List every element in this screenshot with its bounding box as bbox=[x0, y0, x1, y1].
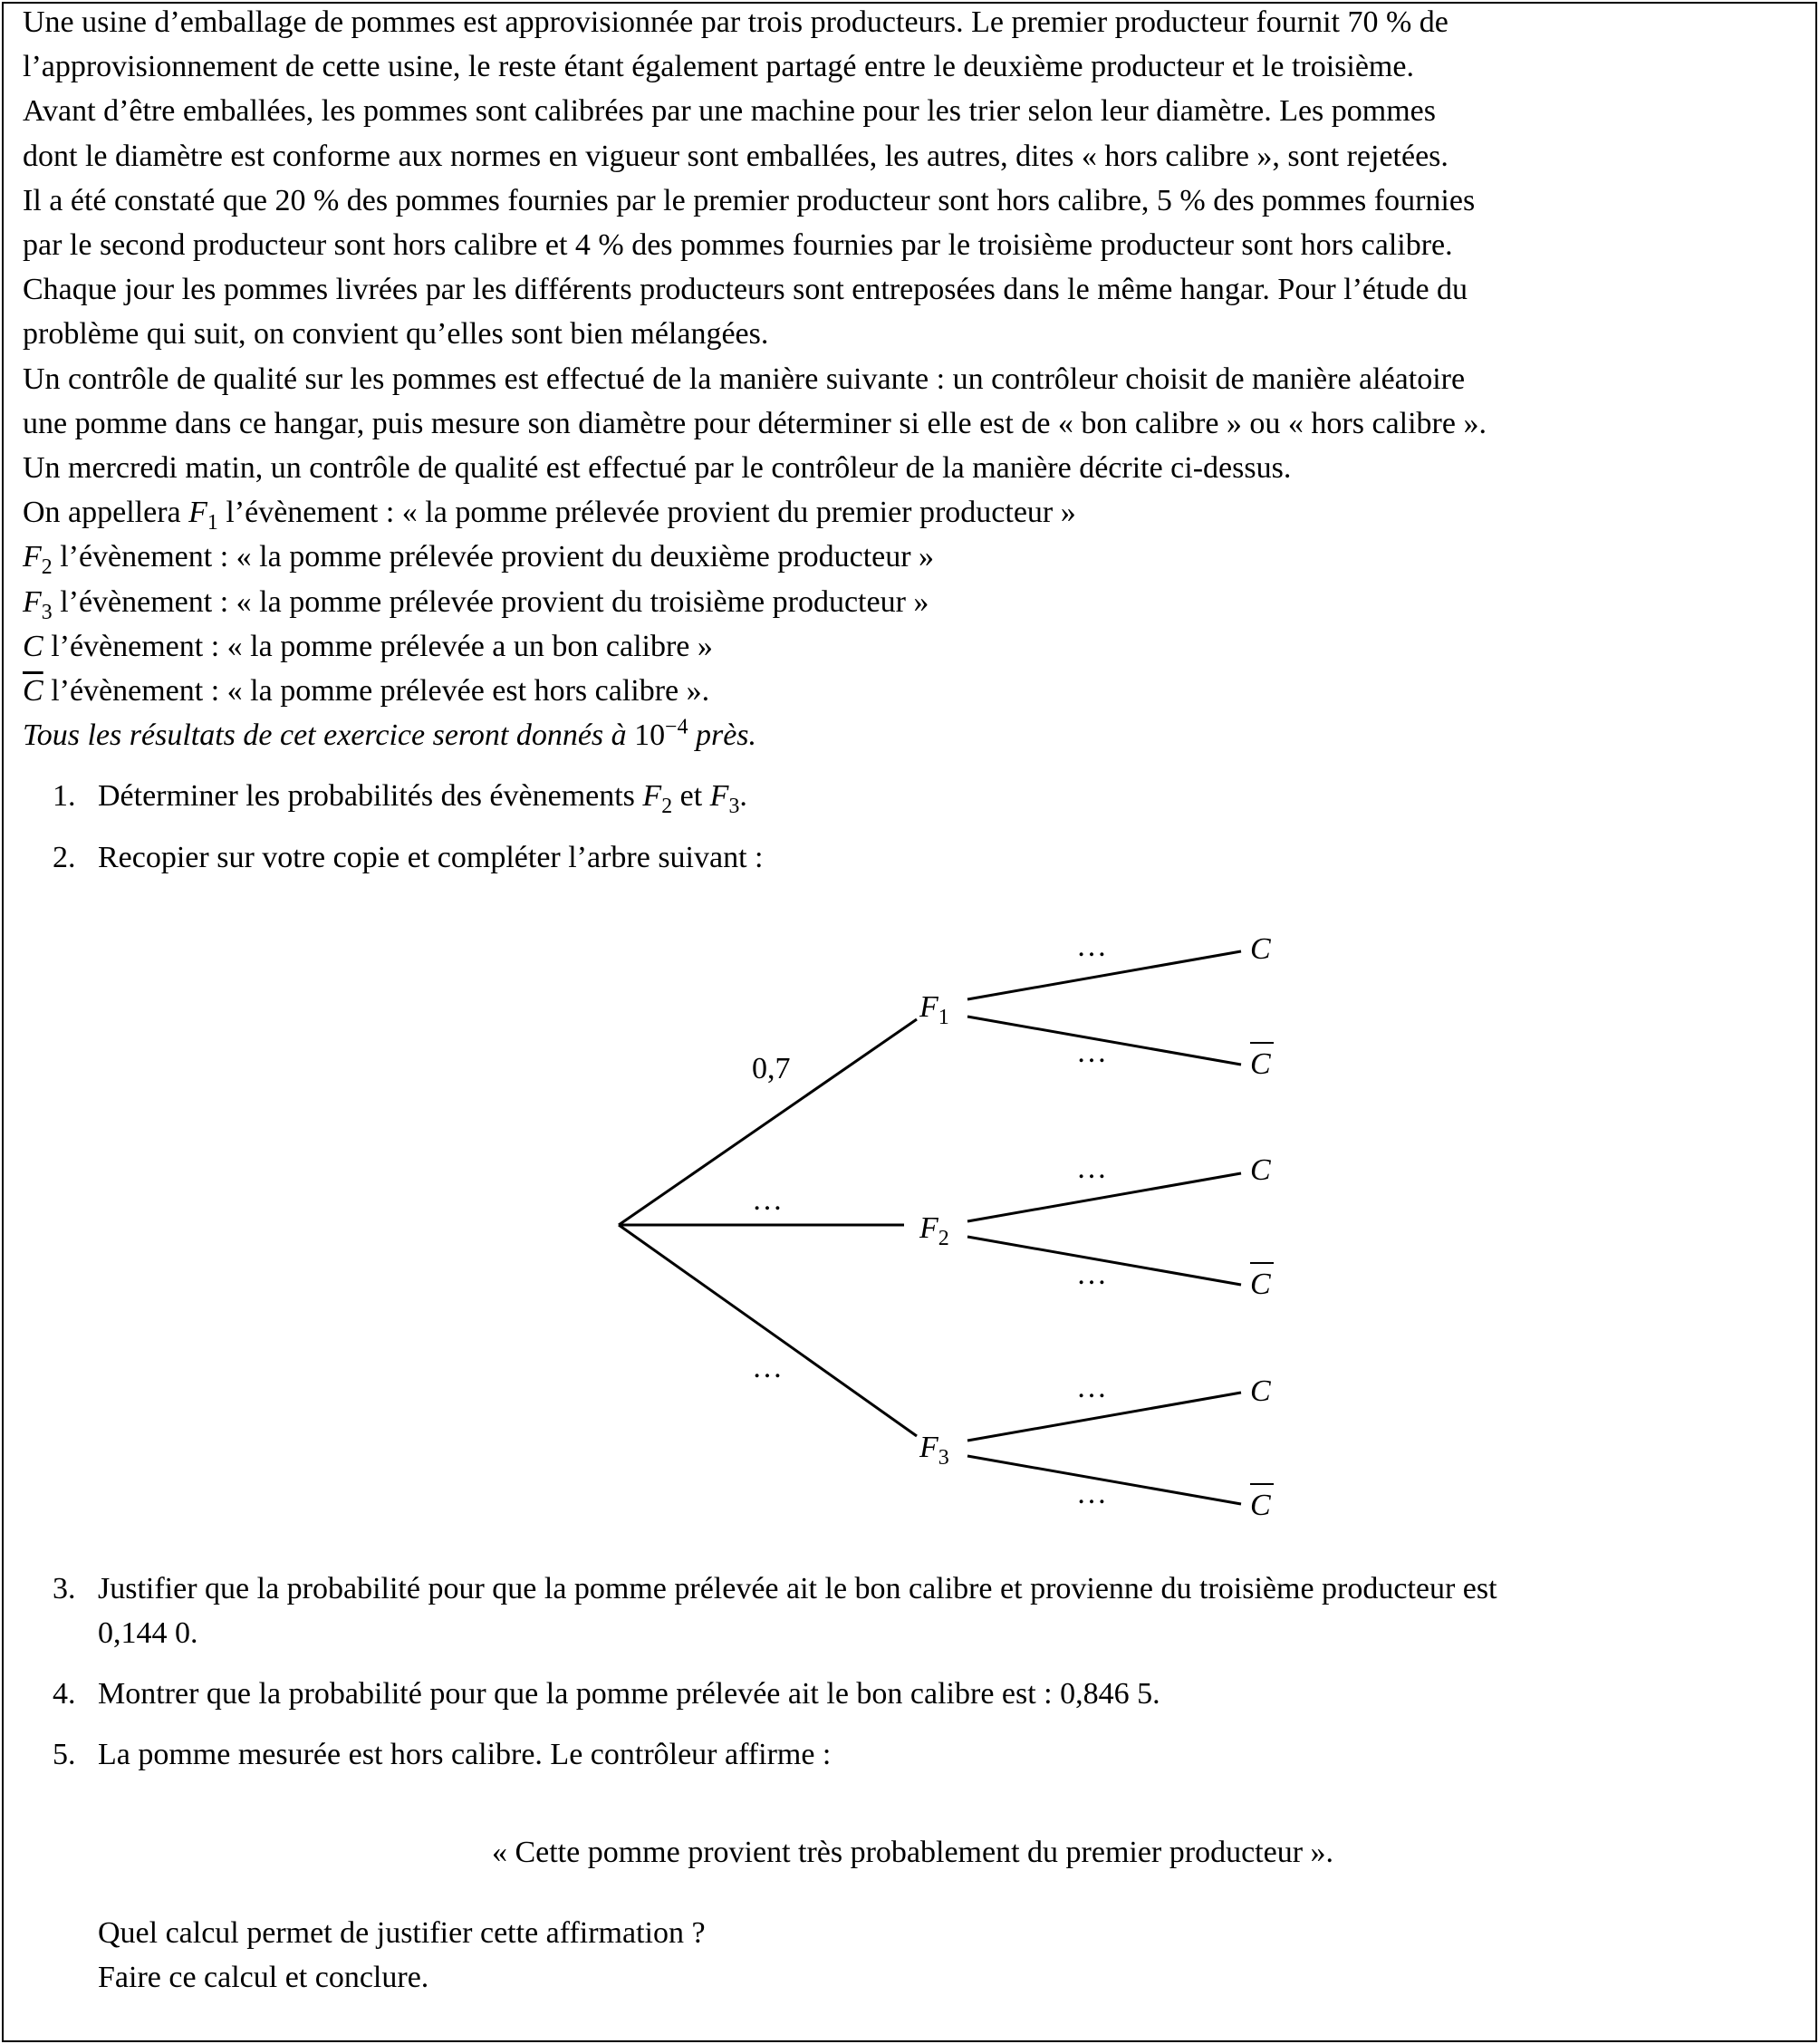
question-1: 1. Déterminer les probabilités des évènements $F_2$ et $F_3$. bbox=[53, 779, 747, 819]
weight-f1-label: 0,7 bbox=[752, 1052, 791, 1085]
intro-line: Un mercredi matin, un contrôle de qualité est effectué par le contrôleur de la manière décrite ci-dessus. bbox=[23, 451, 1292, 486]
event-f3-definition: $F_3$ l’évènement : « la pomme prélevée provient du troisième producteur » bbox=[23, 584, 929, 624]
question-5: 5. La pomme mesurée est hors calibre. Le contrôleur affirme : « Cette pomme provient très probablement du premier producteur ». Quel calcul permet de justifier cette affirmation ? Faire ce calcul et conclure. bbox=[23, 1732, 1803, 2000]
event-definitions bbox=[23, 490, 1803, 757]
weight-f2-c: … bbox=[1076, 1152, 1107, 1185]
intro-text bbox=[23, 0, 1803, 490]
weight-f1-cbar: … bbox=[1076, 1036, 1107, 1069]
leaf-f2-c: C bbox=[1250, 1153, 1271, 1187]
weight-f2-cbar: … bbox=[1076, 1258, 1107, 1291]
weight-f1-c: … bbox=[1076, 930, 1107, 963]
weight-f3-label: … bbox=[752, 1351, 783, 1384]
node-f1: $F_1$ bbox=[919, 990, 949, 1029]
leaf-f1-c: C bbox=[1250, 932, 1271, 966]
intro-line: problème qui suit, on convient qu’elles sont bien mélangées. bbox=[23, 317, 769, 352]
weight-f2-label: … bbox=[752, 1183, 783, 1217]
intro-line: Un contrôle de qualité sur les pommes est effectué de la manière suivante : un contrôleur choisit de manière aléatoire bbox=[23, 362, 1466, 396]
question-5-instruction: Faire ce calcul et conclure. bbox=[98, 1961, 429, 1995]
event-cbar-definition: $\overline{C}$ l’évènement : « la pomme prélevée est hors calibre ». bbox=[23, 674, 710, 709]
intro-line: par le second producteur sont hors calibre et 4 % des pommes fournies par le troisième producteur sont hors calibre. bbox=[23, 228, 1453, 263]
weight-f3-cbar: … bbox=[1076, 1477, 1107, 1510]
intro-line: une pomme dans ce hangar, puis mesure son diamètre pour déterminer si elle est de « bon calibre » ou « hors calibre ». bbox=[23, 406, 1487, 440]
leaf-f3-cbar: C bbox=[1250, 1489, 1271, 1522]
intro-line: l’approvisionnement de cette usine, le reste étant également partagé entre le deuxième producteur et le troisième. bbox=[23, 50, 1414, 84]
tree-spacer bbox=[23, 880, 1803, 1550]
event-f1-definition: On appellera $F_1$ l’évènement : « la pomme prélevée provient du premier producteur » bbox=[23, 496, 1076, 535]
question-list bbox=[23, 774, 1803, 2000]
event-c-definition: C l’évènement : « la pomme prélevée a un bon calibre » bbox=[23, 629, 713, 663]
intro-line: Chaque jour les pommes livrées par les différents producteurs sont entreposées dans le même hangar. Pour l’étude du bbox=[23, 273, 1468, 307]
question-3: 3. Justifier que la probabilité pour que la pomme prélevée ait le bon calibre et provienne du troisième producteur est 0,144 0. bbox=[53, 1571, 1497, 1651]
intro-line: Une usine d’emballage de pommes est approvisionnée par trois producteurs. Le premier producteur fournit 70 % de bbox=[23, 5, 1448, 39]
exercise-content bbox=[23, 0, 1803, 2000]
weight-f3-c: … bbox=[1076, 1371, 1107, 1404]
leaf-f3-c: C bbox=[1250, 1374, 1271, 1408]
leaf-f1-cbar: C bbox=[1250, 1047, 1271, 1081]
intro-line: Avant d’être emballées, les pommes sont calibrées par une machine pour les trier selon leur diamètre. Les pommes bbox=[23, 94, 1436, 129]
controller-quote: « Cette pomme provient très probablement du premier producteur ». bbox=[491, 1835, 1334, 1869]
intro-line: Il a été constaté que 20 % des pommes fournies par le premier producteur sont hors calibre, 5 % des pommes fournies bbox=[23, 183, 1476, 217]
intro-line: dont le diamètre est conforme aux normes en vigueur sont emballées, les autres, dites « hors calibre », sont rejetées. bbox=[23, 139, 1448, 173]
event-f2-definition: $F_2$ l’évènement : « la pomme prélevée provient du deuxième producteur » bbox=[23, 540, 935, 580]
question-2: 2. Recopier sur votre copie et compléter l’arbre suivant : bbox=[53, 840, 764, 874]
leaf-f2-cbar: C bbox=[1250, 1268, 1271, 1301]
question-4: 4. Montrer que la probabilité pour que la pomme prélevée ait le bon calibre est : 0,846 5. bbox=[53, 1677, 1160, 1711]
node-f2: $F_2$ bbox=[919, 1211, 949, 1250]
question-5-prompt: Quel calcul permet de justifier cette affirmation ? bbox=[98, 1915, 706, 1950]
node-f3: $F_3$ bbox=[919, 1431, 949, 1470]
precision-note: Tous les résultats de cet exercice seront donnés à $10^{-4}$ près. bbox=[23, 715, 757, 753]
